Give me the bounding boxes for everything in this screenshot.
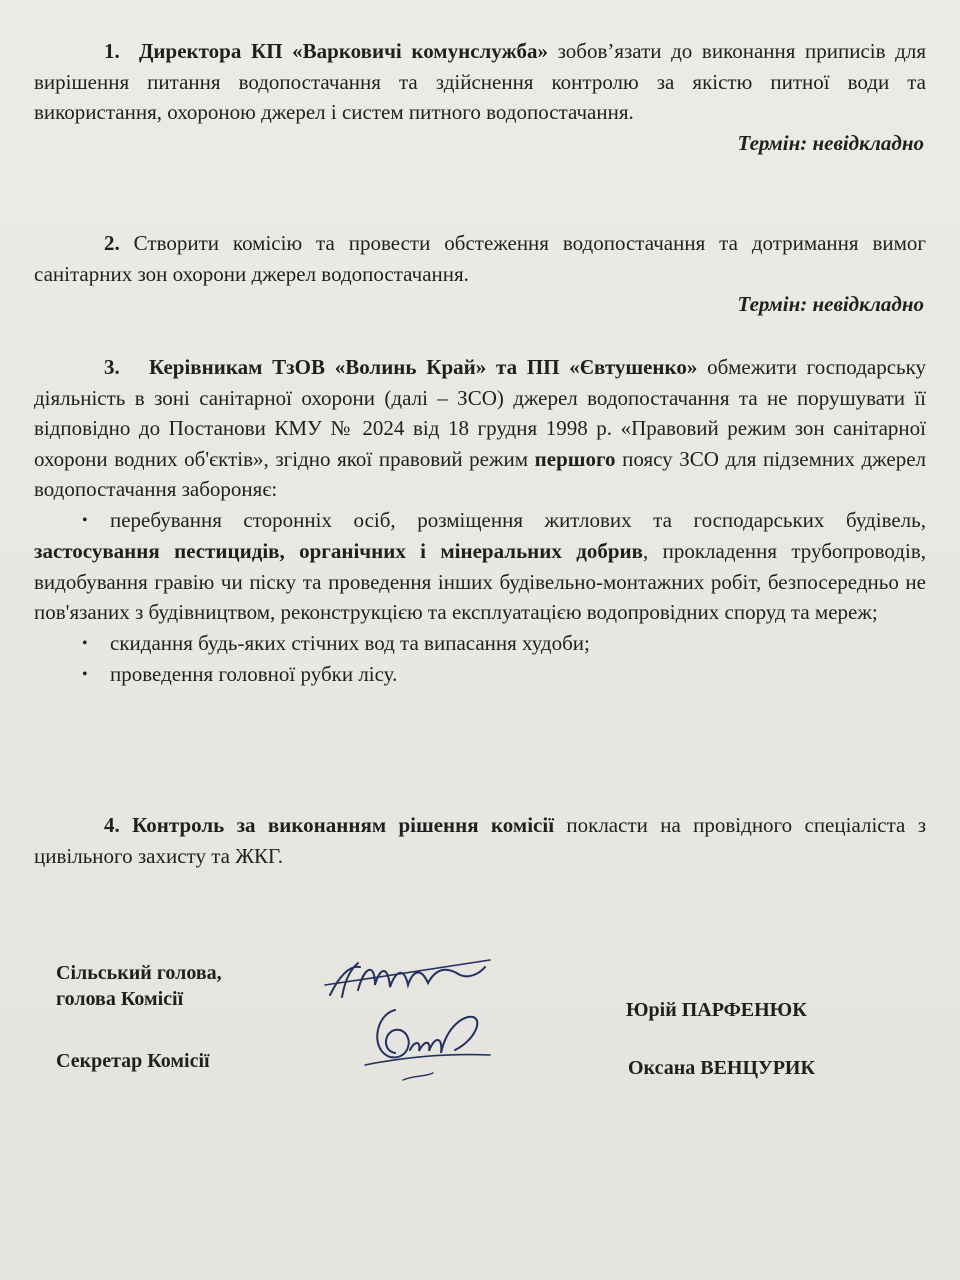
item-1-paragraph	[34, 36, 926, 128]
bullet-1-text-b: , прокладення трубопроводів, видобування гравію чи піску та проведення інших будівельно-монтажних робіт, безпосередньо не пов'язаних з будівництвом, реконструкцією та експлуатацією водопровідних споруд та мереж;	[34, 539, 926, 624]
item-1-number: 1.	[104, 39, 120, 63]
item-3-bold: Керівникам ТзОВ «Волинь Край» та ПП «Євтушенко»	[149, 355, 698, 379]
bullet-icon: •	[82, 511, 88, 529]
item-4-text: покласти на провідного спеціаліста з цивільного захисту та ЖКГ.	[34, 813, 927, 868]
head-title-line-1: Сільський голова,	[56, 962, 222, 984]
list-item	[34, 505, 926, 628]
secretary-signature-icon	[355, 995, 505, 1090]
head-name: Юрій ПАРФЕНЮК	[626, 999, 807, 1021]
item-3-number: 3.	[104, 355, 120, 379]
head-title-line-2: голова Комісії	[56, 988, 184, 1010]
bullet-2-text: скидання будь-яких стічних вод та випасання худоби;	[110, 630, 590, 655]
bullet-icon: •	[82, 666, 88, 683]
item-2-number: 2.	[104, 231, 120, 255]
item-3-paragraph	[34, 352, 926, 505]
item-2-term: Термін: невідкладно	[737, 292, 924, 316]
item-4-bold: Контроль за виконанням рішення комісії	[132, 813, 555, 837]
item-3	[34, 352, 926, 691]
item-1-bold: Директора КП «Варковичі комунслужба»	[138, 39, 548, 63]
item-3-text-b: поясу ЗСО для підземних джерел водопостачання забороняє:	[34, 446, 926, 501]
head-title	[56, 960, 222, 1012]
item-4-number: 4.	[104, 813, 120, 837]
secretary-name: Оксана ВЕНЦУРИК	[628, 1057, 815, 1079]
item-3-bold-mid: першого	[534, 446, 616, 471]
bullet-1-text-a: перебування сторонніх осіб, розміщення житлових та господарських будівель,	[110, 507, 926, 532]
bullet-3-text: проведення головної рубки лісу.	[110, 662, 398, 686]
item-2	[34, 228, 926, 320]
item-3-text-a: обмежити господарську діяльність в зоні санітарної охорони (далі – ЗСО) джерел водопостачання та не порушувати її відповідно до Постанови КМУ № 2024 від 18 грудня 1998 р. «Правовий режим зон санітарної охорони водних об'єктів», згідно якої правовий режим	[34, 355, 926, 471]
item-2-text: Створити комісію та провести обстеження водопостачання та дотримання вимог санітарних зон охорони джерел водопостачання.	[34, 231, 926, 286]
secretary-title: Секретар Комісії	[56, 1050, 210, 1072]
item-1	[34, 36, 926, 158]
item-3-bullet-list	[34, 505, 926, 691]
item-4-paragraph	[34, 810, 926, 871]
list-item	[34, 628, 926, 660]
item-4	[34, 810, 926, 871]
item-1-term: Термін: невідкладно	[737, 130, 924, 155]
item-2-paragraph	[34, 228, 926, 289]
item-1-text: зобов’язати до виконання приписів для вирішення питання водопостачання та здійснення контролю за якістю питної води та використання, охороною джерел і систем питного водопостачання.	[34, 39, 926, 124]
list-item	[34, 659, 926, 691]
bullet-icon: •	[82, 634, 88, 652]
bullet-1-bold: застосування пестицидів, органічних і мінеральних добрив	[34, 539, 643, 563]
